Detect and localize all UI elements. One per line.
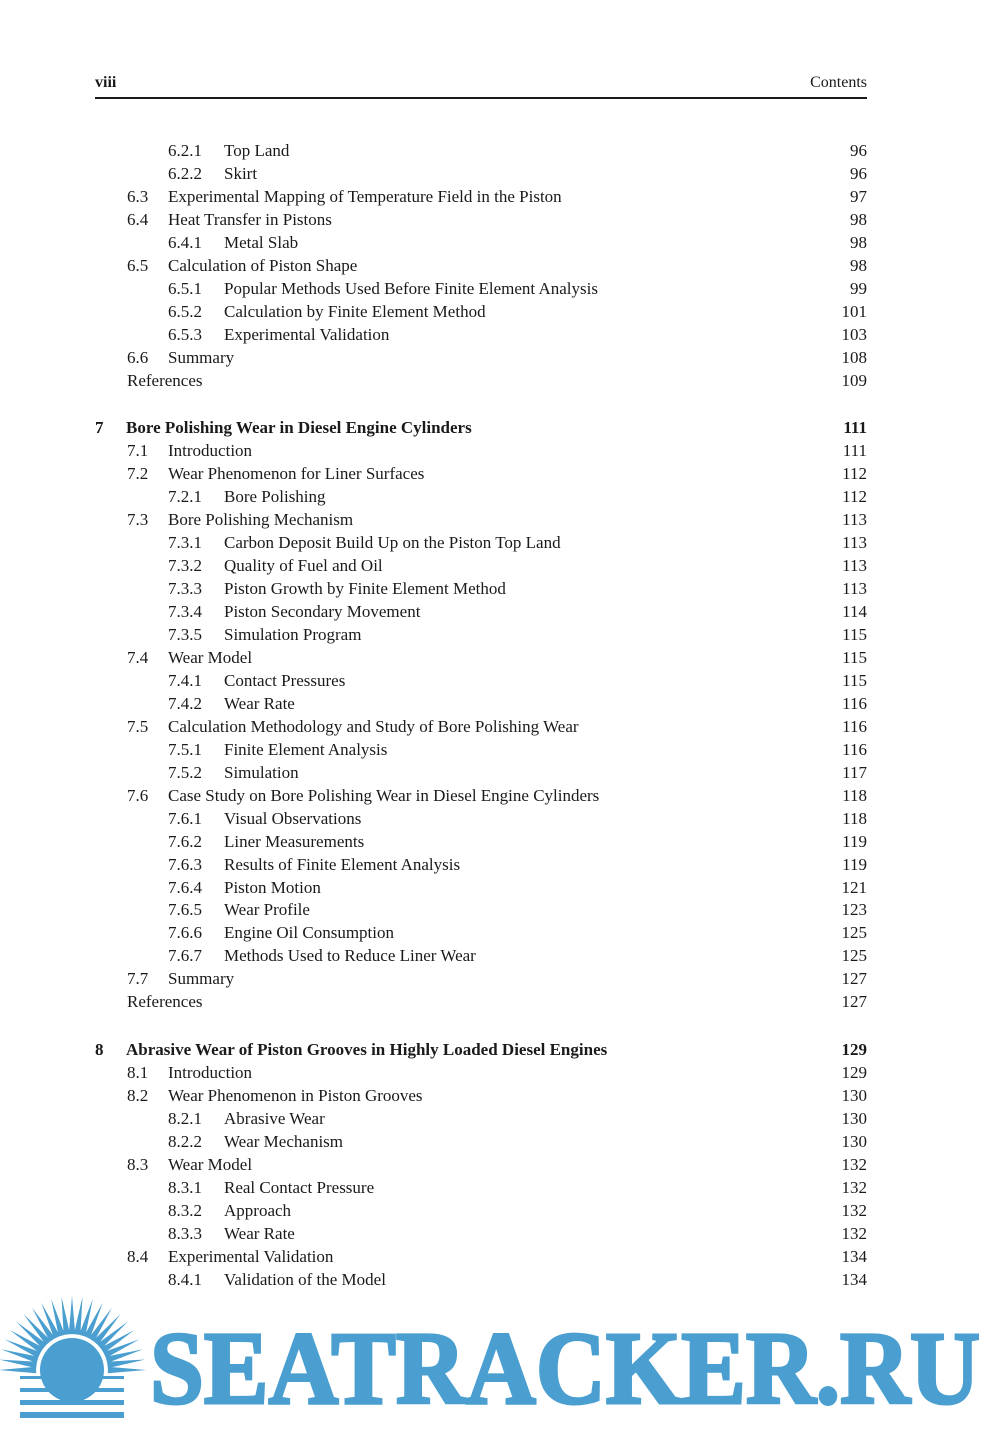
toc-row[interactable] (0, 738, 991, 761)
sun-water-line (20, 1388, 124, 1392)
toc-entry-number: 7 (95, 418, 104, 438)
toc-entry-title: Simulation Program (224, 625, 362, 644)
toc-page-number: 123 (841, 900, 867, 920)
sun-icon (0, 1296, 146, 1418)
toc-entry-number: 7.4 (127, 648, 149, 667)
toc-row[interactable] (0, 784, 991, 807)
toc-entry-number: 7.5 (127, 716, 149, 736)
toc-entry-title: Wear Phenomenon in Piston Grooves (168, 1086, 423, 1106)
toc-row[interactable] (0, 139, 991, 162)
toc-page-number: 119 (842, 854, 867, 874)
toc-row[interactable] (0, 807, 991, 830)
toc-page-number: 115 (842, 670, 867, 690)
toc-entry-title: Calculation Methodology and Study of Bore Polishing Wear (168, 716, 579, 736)
toc-entry-number: 7.6.7 (168, 946, 202, 966)
toc-row[interactable] (0, 646, 991, 669)
toc-entry-title: Wear Phenomenon for Liner Surfaces (168, 464, 425, 484)
toc-page-number: 98 (850, 232, 867, 252)
toc-entry-title: Methods Used to Reduce Liner Wear (224, 946, 476, 966)
toc-entry-number: 7.7 (127, 969, 149, 989)
toc-entry-number: 8.3.3 (168, 1223, 202, 1243)
toc-entry-title: Case Study on Bore Polishing Wear in Diesel Engine Cylinders (168, 785, 600, 805)
toc-entry-title: Wear Profile (224, 900, 310, 920)
running-title: Contents (810, 74, 867, 91)
toc-entry-title: Approach (224, 1200, 292, 1220)
toc-page-number: 111 (843, 418, 867, 438)
toc-entry-number: 7.3.1 (168, 533, 202, 553)
toc-entry-number: 7.4.2 (168, 693, 202, 713)
page-header (95, 72, 867, 99)
toc-entry-number: 8.3.1 (168, 1177, 202, 1197)
toc-page-number: 112 (842, 487, 867, 507)
toc-entry-title: Piston Motion (224, 877, 321, 897)
toc-page-number: 127 (841, 969, 867, 989)
toc-entry-title: Bore Polishing Wear in Diesel Engine Cylinders (126, 418, 472, 438)
toc-row[interactable] (0, 323, 991, 346)
toc-row[interactable] (0, 508, 991, 531)
toc-entry-title: Summary (168, 969, 235, 989)
toc-page-number: 115 (842, 625, 867, 644)
toc-page-number: 112 (842, 464, 867, 484)
toc-entry-title: Engine Oil Consumption (224, 923, 394, 943)
toc-entry-number: 8.3.2 (168, 1200, 202, 1220)
toc-row[interactable] (0, 761, 991, 784)
toc-row[interactable] (0, 1130, 991, 1153)
toc-row[interactable] (0, 1061, 991, 1084)
toc-entry-number: 8.2.1 (168, 1109, 202, 1128)
toc-entry-number: 8 (95, 1040, 104, 1060)
toc-entry-title: Wear Rate (224, 693, 295, 713)
toc-row[interactable] (0, 162, 991, 185)
toc-row[interactable] (0, 990, 991, 1013)
toc-page-number: 96 (850, 163, 867, 183)
toc-entry-number: 6.2.1 (168, 141, 202, 160)
toc-page-number: 118 (842, 785, 867, 805)
toc-page-number: 103 (841, 324, 867, 344)
toc-entry-number: 6.5 (127, 255, 149, 275)
toc-page-number: 132 (841, 1223, 867, 1243)
toc-entry-title: Visual Observations (224, 808, 362, 828)
toc-page-number: 125 (841, 923, 867, 943)
toc-entry-number: 7.3 (127, 510, 149, 530)
toc-chapter-row[interactable] (0, 1038, 991, 1061)
toc-page-number: 119 (842, 831, 867, 851)
toc-row[interactable] (0, 669, 991, 692)
toc-page-number: 111 (842, 441, 867, 461)
toc-page-number: 125 (841, 946, 867, 966)
toc-row[interactable] (0, 898, 991, 921)
toc-row[interactable] (0, 277, 991, 300)
toc-entry-number: 7.2 (127, 464, 149, 484)
toc-row[interactable] (0, 944, 991, 967)
toc-entry-number: 7.6.5 (168, 900, 202, 920)
toc-page-number: 132 (841, 1154, 867, 1174)
toc-entry-title: Results of Finite Element Analysis (224, 854, 461, 874)
toc-row[interactable] (0, 1107, 991, 1130)
sun-disc (40, 1338, 104, 1402)
toc-row[interactable] (0, 853, 991, 876)
toc-entry-number: 7.6.6 (168, 923, 202, 943)
toc-page-number: 134 (841, 1246, 867, 1266)
toc-entry-number: 8.4.1 (168, 1269, 202, 1289)
toc-entry-number: 6.4 (127, 209, 149, 229)
watermark-text: SEATRACKER.RU (150, 1311, 980, 1426)
toc-row[interactable] (0, 715, 991, 738)
toc-row[interactable] (0, 692, 991, 715)
toc-page-number: 132 (841, 1177, 867, 1197)
toc-entry-number: 6.2.2 (168, 163, 202, 183)
toc-page-number: 113 (842, 579, 867, 599)
toc-chapter-row[interactable] (0, 416, 991, 439)
toc-page-number: 130 (841, 1132, 867, 1151)
toc-entry-title: Top Land (224, 141, 290, 160)
toc-row[interactable] (0, 369, 991, 392)
toc-page-number: 127 (841, 992, 867, 1012)
sun-water-line (20, 1400, 124, 1405)
toc-row[interactable] (0, 1084, 991, 1107)
toc-entry-number: 7.5.1 (168, 739, 202, 759)
toc-page-number: 99 (850, 278, 867, 298)
toc-row[interactable] (0, 254, 991, 277)
toc-entry-title: Heat Transfer in Pistons (168, 209, 332, 229)
toc-entry-number: 6.4.1 (168, 232, 202, 252)
toc-entry-title: Wear Model (168, 1154, 253, 1174)
toc-row[interactable] (0, 462, 991, 485)
toc-row[interactable] (0, 346, 991, 369)
toc-entry-title: Piston Secondary Movement (224, 602, 421, 621)
toc-entry-number: 7.2.1 (168, 487, 202, 507)
page-folio: viii (95, 74, 117, 91)
toc-entry-title: Abrasive Wear (224, 1109, 325, 1128)
sun-water-line (20, 1412, 124, 1418)
toc-entry-number: 6.5.3 (168, 324, 202, 344)
toc-page-number: 132 (841, 1200, 867, 1220)
toc-row[interactable] (0, 554, 991, 577)
toc-row[interactable] (0, 600, 991, 623)
toc-entry-number: 8.3 (127, 1154, 149, 1174)
toc-page-number: 114 (842, 602, 867, 621)
toc-page-number: 116 (842, 716, 867, 736)
toc-entry-title: Finite Element Analysis (224, 739, 388, 759)
toc-entry-title: Simulation (224, 762, 299, 782)
toc-entry-title: Contact Pressures (224, 670, 346, 690)
toc-entry-title: Experimental Validation (168, 1246, 334, 1266)
toc-row[interactable] (0, 439, 991, 462)
toc-entry-number: 7.6.4 (168, 877, 202, 897)
toc-row[interactable] (0, 231, 991, 254)
toc-page-number: 113 (842, 510, 867, 530)
toc-row[interactable] (0, 185, 991, 208)
toc-row[interactable] (0, 577, 991, 600)
toc-page-number: 98 (850, 209, 867, 229)
toc-page-number: 113 (842, 556, 867, 576)
toc-entry-title: Bore Polishing (224, 487, 326, 507)
toc-row[interactable] (0, 1268, 991, 1291)
toc-page-number: 115 (842, 648, 867, 667)
toc-entry-title: Bore Polishing Mechanism (168, 510, 354, 530)
toc-row[interactable] (0, 830, 991, 853)
toc-entry-title: Calculation by Finite Element Method (224, 301, 486, 321)
toc-entry-title: Skirt (224, 163, 258, 183)
toc-entry-number: 7.5.2 (168, 762, 202, 782)
toc-entry-title: References (127, 370, 203, 390)
toc-entry-title: Popular Methods Used Before Finite Element Analysis (224, 278, 598, 298)
toc-entry-number: 6.6 (127, 347, 149, 367)
toc-page-number: 134 (841, 1269, 867, 1289)
toc-entry-number: 6.5.2 (168, 301, 202, 321)
toc-entry-number: 6.5.1 (168, 278, 202, 298)
toc-entry-number: 7.3.4 (168, 602, 202, 621)
toc-entry-title: Summary (168, 347, 235, 367)
toc-page-number: 97 (850, 186, 867, 206)
toc-entry-number: 7.3.3 (168, 579, 202, 599)
toc-page-number: 98 (850, 255, 867, 275)
toc-entry-title: Wear Mechanism (224, 1132, 343, 1151)
toc-entry-title: Introduction (168, 1063, 253, 1083)
toc-entry-number: 7.6.3 (168, 854, 202, 874)
toc-row[interactable] (0, 623, 991, 646)
toc-page-number: 101 (841, 301, 867, 321)
toc-entry-number: 7.4.1 (168, 670, 202, 690)
toc-page-number: 130 (841, 1086, 867, 1106)
toc-row[interactable] (0, 967, 991, 990)
toc-row[interactable] (0, 531, 991, 554)
toc-row[interactable] (0, 1245, 991, 1268)
toc-entry-number: 6.3 (127, 186, 149, 206)
toc-entry-title: Experimental Validation (224, 324, 390, 344)
toc-page-number: 109 (841, 370, 867, 390)
toc-page-number: 129 (841, 1063, 867, 1083)
toc-entry-number: 8.2 (127, 1086, 149, 1106)
toc-row[interactable] (0, 1153, 991, 1176)
toc-entry-number: 7.1 (127, 441, 149, 461)
toc-entry-title: Liner Measurements (224, 831, 365, 851)
sun-water-line (20, 1376, 124, 1379)
toc-page-number: 96 (850, 141, 867, 160)
toc-entry-title: Experimental Mapping of Temperature Field in the Piston (168, 186, 562, 206)
toc-row[interactable] (0, 1199, 991, 1222)
toc-entry-title: References (127, 992, 203, 1012)
toc-entry-title: Real Contact Pressure (224, 1177, 375, 1197)
toc-row[interactable] (0, 300, 991, 323)
toc-entry-title: Piston Growth by Finite Element Method (224, 579, 506, 599)
toc-entry-title: Quality of Fuel and Oil (224, 556, 383, 576)
toc-entry-title: Carbon Deposit Build Up on the Piston Top Land (224, 533, 561, 553)
toc-entry-title: Wear Model (168, 648, 253, 667)
toc-page-number: 113 (842, 533, 867, 553)
toc-page-number: 129 (841, 1040, 867, 1060)
toc-entry-number: 7.6.2 (168, 831, 202, 851)
toc-entry-number: 7.6.1 (168, 808, 202, 828)
toc-page-number: 130 (841, 1109, 867, 1128)
toc-row[interactable] (0, 921, 991, 944)
toc-page-number: 121 (841, 877, 867, 897)
toc-entry-number: 7.6 (127, 785, 149, 805)
toc-entry-number: 7.3.5 (168, 625, 202, 644)
toc-entry-title: Validation of the Model (224, 1269, 386, 1289)
toc-entry-title: Metal Slab (224, 232, 299, 252)
toc-row[interactable] (0, 876, 991, 899)
toc-entry-title: Abrasive Wear of Piston Grooves in Highly Loaded Diesel Engines (126, 1040, 608, 1060)
toc-page-number: 118 (842, 808, 867, 828)
toc-row[interactable] (0, 1176, 991, 1199)
toc-row[interactable] (0, 485, 991, 508)
toc-entry-title: Introduction (168, 441, 253, 461)
toc-entry-number: 7.3.2 (168, 556, 202, 576)
watermark (0, 1290, 991, 1440)
toc-entry-number: 8.1 (127, 1063, 149, 1083)
toc-page-number: 116 (842, 739, 867, 759)
toc-row[interactable] (0, 208, 991, 231)
toc-page-number: 117 (842, 762, 867, 782)
toc-entry-title: Calculation of Piston Shape (168, 255, 358, 275)
toc-row[interactable] (0, 1222, 991, 1245)
toc-page-number: 116 (842, 693, 867, 713)
toc-page-number: 108 (841, 347, 867, 367)
toc-entry-number: 8.2.2 (168, 1132, 202, 1151)
toc-entry-number: 8.4 (127, 1246, 149, 1266)
toc-entry-title: Wear Rate (224, 1223, 295, 1243)
